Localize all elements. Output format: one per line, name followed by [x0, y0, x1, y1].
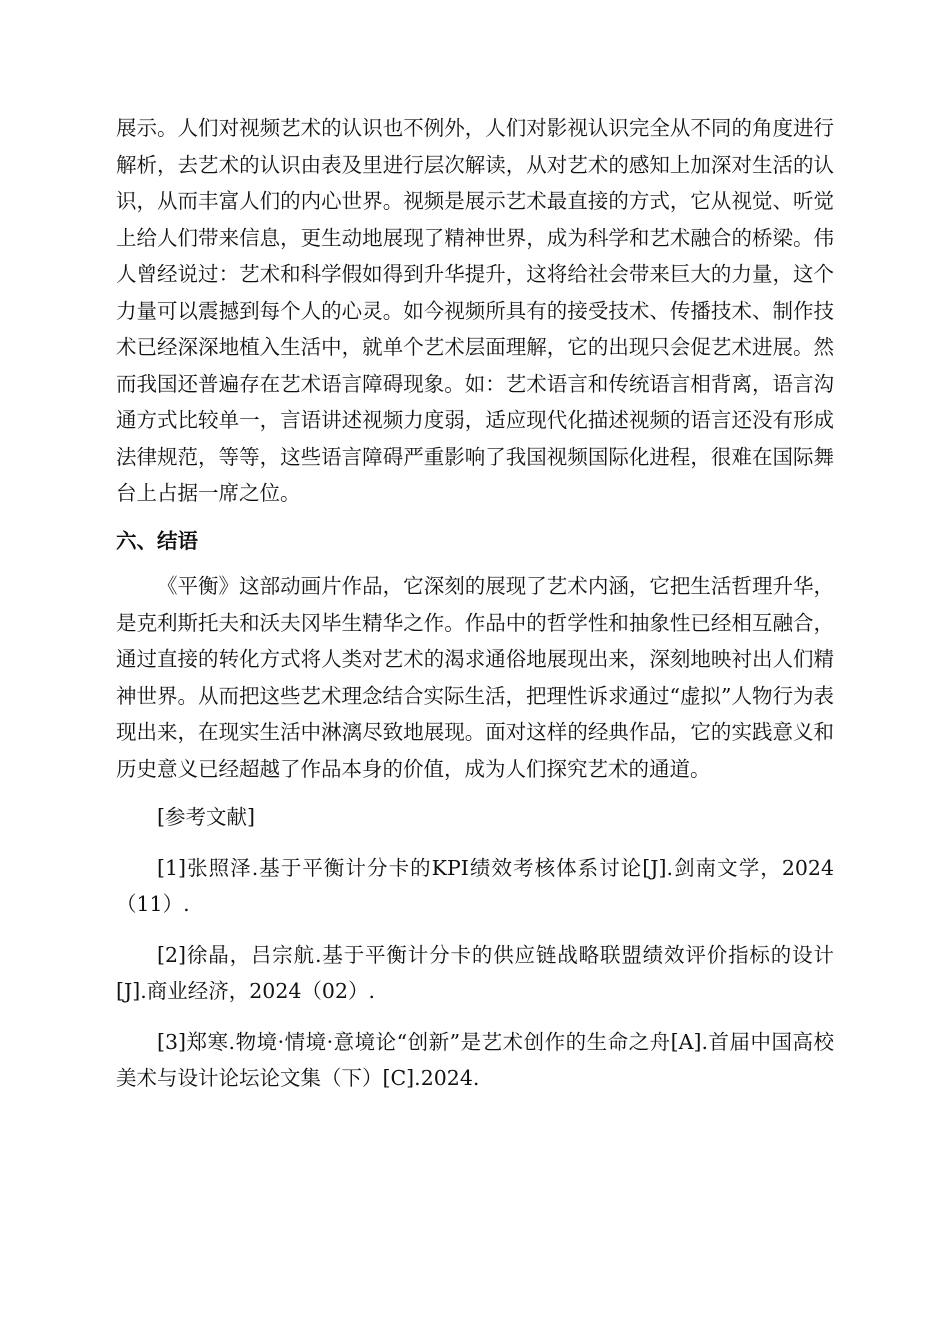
section-heading-conclusion: 六、结语 — [116, 528, 198, 553]
intro-paragraph: 展示。人们对视频艺术的认识也不例外，人们对影视认识完全从不同的角度进行解析，去艺术的认识由表及里进行层次解读，从对艺术的感知上加深对生活的认识，从而丰富人们的内心世界。视频是展示艺术最直接的方式，它从视觉、听觉上给人们带来信息，更生动地展现了精神世界，成为科学和艺术融合的桥梁。伟人曾经说过：艺术和科学假如得到升华提升，这将给社会带来巨大的力量，这个力量可以震撼到每个人的心灵。如今视频所具有的接受技术、传播技术、制作技术已经深深地植入生活中，就单个艺术层面理解，它的出现只会促艺术进展。然而我国还普遍存在艺术语言障碍现象。如：艺术语言和传统语言相背离，语言沟通方式比较单一，言语讲述视频力度弱，适应现代化描述视频的语言还没有形成法律规范，等等，这些语言障碍严重影响了我国视频国际化进程，很难在国际舞台上占据一席之位。 — [116, 116, 834, 505]
reference-item-3: [3]郑寒.物境·情境·意境论“创新”是艺术创作的生命之舟[A].首届中国高校美术与设计论坛论文集（下）[C].2024. — [116, 1029, 834, 1090]
reference-item-2: [2]徐晶，吕宗航.基于平衡计分卡的供应链战略联盟绩效评价指标的设计[J].商业经济，2024（02）. — [116, 942, 834, 1003]
references-title: [参考文献] — [157, 805, 255, 829]
conclusion-paragraph: 《平衡》这部动画片作品，它深刻的展现了艺术内涵，它把生活哲理升华，是克利斯托夫和沃夫冈毕生精华之作。作品中的哲学性和抽象性已经相互融合，通过直接的转化方式将人类对艺术的渴求通俗地展现出来，深刻地映衬出人们精神世界。从而把这些艺术理念结合实际生活，把理性诉求通过“虚拟”人物行为表现出来，在现实生活中淋漓尽致地展现。面对这样的经典作品，它的实践意义和历史意义已经超越了作品本身的价值，成为人们探究艺术的通道。 — [116, 574, 834, 781]
reference-item-1: [1]张照泽.基于平衡计分卡的KPI绩效考核体系讨论[J].剑南文学，2024（11）. — [116, 855, 834, 916]
